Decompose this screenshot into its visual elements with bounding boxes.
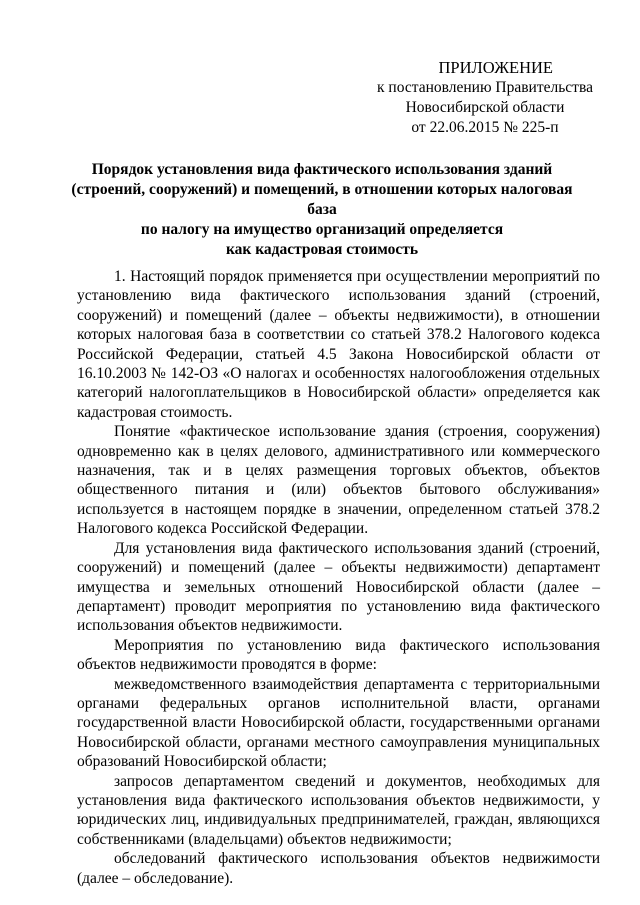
paragraph-4: Мероприятия по установлению вида фактического использования объектов недвижимости проводятся в форме: <box>77 636 600 674</box>
document-title <box>60 160 584 260</box>
paragraph-7: обследований фактического использования объектов недвижимости (далее – обследование). <box>77 850 600 887</box>
paragraph-3: Для установления вида фактического использования зданий (строений, сооружений) и помещений (далее – объекты недвижимости) департамент имущества и земельных отношений Новосибирской области (далее – департамент) проводит мероприятия по установлению вида фактического использования объектов недвижимости. <box>77 539 600 635</box>
paragraph-6: запросов департаментом сведений и документов, необходимых для установления вида фактического использования объектов недвижимости, у юридических лиц, индивидуальных предпринимателей, граждан, являющихся собственниками (владельцами) объектов недвижимости; <box>77 772 600 848</box>
title-line-2: (строений, сооружений) и помещений, в отношении которых налоговая база <box>71 181 573 218</box>
appendix-date-number: от 22.06.2015 № 225-п <box>411 119 559 136</box>
title-line-4: как кадастровая стоимость <box>225 241 419 258</box>
document-body <box>77 267 600 888</box>
paragraph-2: Понятие «фактическое использование здания (строения, сооружения) одновременно как в целях делового, административного или коммерческого назначения, так и в целях размещения торговых объектов, объектов общественного питания и (или) объектов бытового обслуживания» используется в настоящем порядке в значении, определенном статьей 378.2 Налогового кодекса Российской Федерации. <box>77 423 600 538</box>
appendix-region: Новосибирской области <box>405 99 565 116</box>
appendix-decree-ref: к постановлению Правительства <box>377 79 593 96</box>
appendix-label: ПРИЛОЖЕНИЕ <box>438 58 553 77</box>
paragraph-1: 1. Настоящий порядок применяется при осуществлении мероприятий по установлению вида фактического использования зданий (строений, сооружений) и помещений (далее – объекты недвижимости), в отношении которых налоговая база в соответствии со статьей 378.2 Налогового кодекса Российской Федерации, статьей 4.5 Закона Новосибирской области от 16.10.2003 № 142-ОЗ «О налогах и особенностях налогообложения отдельных категорий налогоплательщиков в Новосибирской области» определяется как кадастровая стоимость. <box>77 268 600 421</box>
title-line-3: по налогу на имущество организаций определяется <box>140 221 504 238</box>
appendix-header <box>370 58 600 138</box>
paragraph-5: межведомственного взаимодействия департамента с территориальными органами федеральных органов исполнительной власти, органами государственной власти Новосибирской области, государственными органами Новосибирской области, органами местного самоуправления муниципальных образований Новосибирской области; <box>77 675 600 771</box>
title-line-1: Порядок установления вида фактического использования зданий <box>91 161 553 178</box>
